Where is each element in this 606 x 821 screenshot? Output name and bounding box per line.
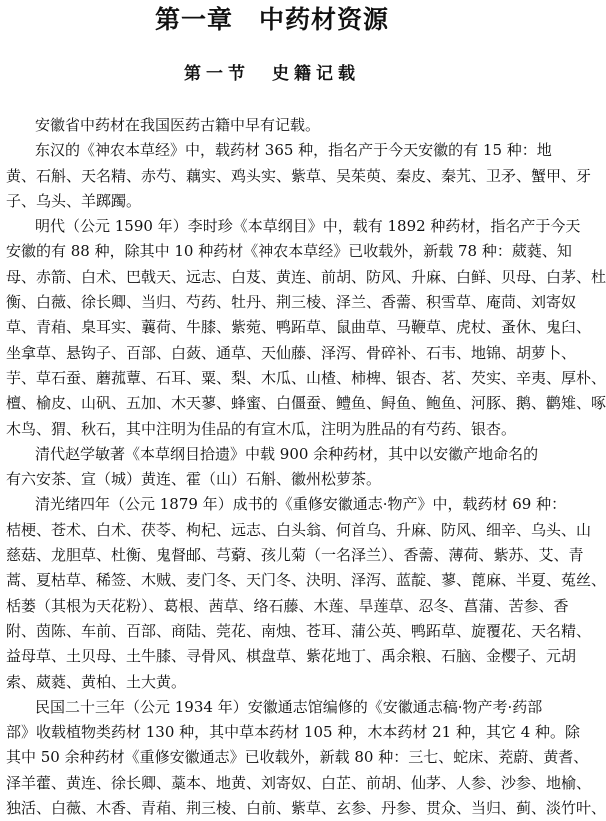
paragraph-line: 衡、白薇、徐长卿、当归、芍药、牡丹、荆三棱、泽兰、香薷、积雪草、庵茼、刘寄奴 — [6, 293, 577, 312]
paragraph-line: 慈菇、龙胆草、杜衡、鬼督邮、芎藭、孩儿菊（一名泽兰）、香薷、薄荷、紫苏、艾、青 — [6, 546, 584, 565]
paragraph-line: 草、青葙、臬耳实、蘘荷、牛膝、紫菀、鸭跖草、鼠曲草、马鞭草、虎杖、蚤休、鬼臼、 — [6, 318, 592, 337]
paragraph-line: 黄、石斛、天名精、赤芍、藕实、鸡头实、紫草、吴茱萸、秦皮、秦艽、卫矛、蟹甲、牙 — [6, 166, 592, 185]
section-title: 第一节 史籍记载 — [184, 64, 360, 84]
paragraph-line: 部》收载植物类药材 130 种，其中草本药材 105 种，木本药材 21 种，其它 4 种。除 — [6, 723, 581, 742]
paragraph-line: 索、葳蕤、黄柏、土大黄。 — [6, 672, 187, 691]
paragraph-line: 坐拿草、悬钩子、百部、白蔹、通草、天仙藤、泽泻、骨碎补、石韦、地锦、胡萝卜、 — [6, 343, 577, 362]
paragraph-line: 安徽省中药材在我国医药古籍中早有记载。 — [35, 116, 321, 134]
paragraph-line: 附、茵陈、车前、百部、商陆、莞花、南烛、苍耳、蒲公英、鸭跖草、旋覆花、天名精、 — [6, 621, 592, 640]
paragraph-line: 栝蒌（其根为天花粉）、葛根、茜草、络石藤、木莲、旱莲草、忍冬、菖蒲、苦参、香 — [6, 596, 569, 615]
paragraph-line: 民国二十三年（公元 1934 年）安徽通志馆编修的《安徽通志稿·物产考·药部 — [35, 697, 543, 716]
paragraph-line: 独活、白薇、木香、青葙、荆三棱、白前、紫草、玄参、丹参、贯众、当归、蓟、淡竹叶、 — [6, 799, 606, 818]
body-text — [6, 113, 606, 821]
paragraph-line: 子、乌头、羊踯躅。 — [6, 191, 142, 210]
paragraph-line: 檀、榆皮、山矾、五加、木天蓼、蜂蜜、白僵蚕、鳢鱼、鲟鱼、鲍鱼、河豚、鹅、鹳雉、啄 — [6, 394, 606, 413]
paragraph-line: 泽羊藿、黄连、徐长卿、藁本、地黄、刘寄奴、白芷、前胡、仙茅、人参、沙参、地榆、 — [6, 773, 592, 792]
paragraph-line: 清代赵学敏著《本草纲目拾遗》中载 900 余种药材，其中以安徽产地命名的 — [35, 444, 539, 463]
chapter-title: 第一章 中药材资源 — [154, 5, 389, 34]
paragraph-line: 木鸟、猬、秋石，其中注明为佳品的有宣木瓜，注明为胜品的有芍药、银杏。 — [6, 419, 517, 438]
paragraph-line: 母、赤箭、白术、巴戟天、远志、白芨、黄连、前胡、防风、升麻、白鲜、贝母、白茅、杜 — [6, 267, 606, 286]
paragraph-line: 安徽的有 88 种，除其中 10 种药材《神农本草经》已收载外，新载 78 种：葳蕤、知 — [6, 242, 572, 261]
paragraph-line: 清光绪四年（公元 1879 年）成书的《重修安徽通志·物产》中，载药材 69 种： — [35, 495, 567, 514]
paragraph-line: 桔梗、苍术、白术、茯苓、枸杞、远志、白头翁、何首乌、升麻、防风、细辛、乌头、山 — [6, 520, 592, 539]
paragraph-line: 益母草、土贝母、土牛膝、寻骨风、棋盘草、紫花地丁、禹余粮、石脑、金樱子、元胡 — [6, 647, 577, 666]
paragraph-line: 有六安茶、宣（城）黄连、霍（山）石斛、徽州松萝茶。 — [6, 470, 382, 489]
paragraph-line: 东汉的《神农本草经》中，载药材 365 种，指名产于今天安徽的有 15 种：地 — [35, 141, 552, 160]
paragraph-line: 其中 50 余种药材《重修安徽通志》已收载外，新载 80 种：三七、蛇床、茺蔚、黄耆、 — [6, 748, 589, 767]
paragraph-line: 明代（公元 1590 年）李时珍《本草纲目》中，载有 1892 种药材，指名产于今天 — [35, 217, 581, 236]
paragraph-line: 芋、草石蚕、蘑菰蕈、石耳、粟、梨、木瓜、山楂、柿椑、银杏、茗、芡实、辛夷、厚朴、 — [6, 368, 606, 387]
paragraph-line: 蒿、夏枯草、稀签、木贼、麦门冬、天门冬、決明、泽泻、蓝靛、蓼、蓖麻、半夏、菟丝、 — [6, 571, 606, 590]
